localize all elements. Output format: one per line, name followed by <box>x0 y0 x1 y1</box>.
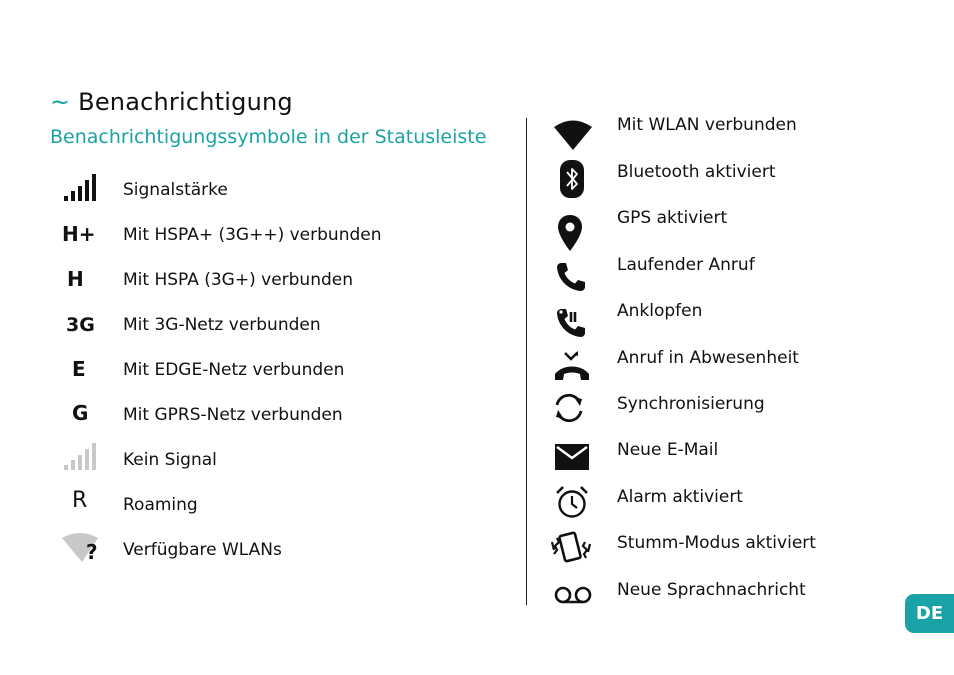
list-item-label: Neue Sprachnachricht <box>617 580 806 600</box>
list-item-label: Neue E-Mail <box>617 440 719 460</box>
3g-icon: 3G <box>66 314 95 336</box>
list-item-gps <box>540 205 920 241</box>
bluetooth-icon <box>558 159 586 199</box>
title-tilde: ~ <box>50 88 71 116</box>
edge-icon: E <box>72 357 86 381</box>
phone-call-icon <box>554 260 588 294</box>
list-item-label: Mit HSPA+ (3G++) verbunden <box>123 225 382 245</box>
alarm-clock-icon <box>554 484 590 520</box>
list-item-3g <box>0 306 520 342</box>
email-icon <box>552 441 592 473</box>
list-item-label: Mit EDGE-Netz verbunden <box>123 360 345 380</box>
list-item-label: Anklopfen <box>617 301 703 321</box>
list-item-voicemail <box>540 577 920 613</box>
list-item-label: Mit GPRS-Netz verbunden <box>123 405 343 425</box>
language-badge: DE <box>905 594 954 633</box>
list-item-signal-strength <box>0 170 520 206</box>
page-title <box>50 86 293 118</box>
list-item-roaming <box>0 486 520 522</box>
list-item-label: Laufender Anruf <box>617 255 755 275</box>
section-subtitle: Benachrichtigungssymbole in der Statusleiste <box>50 126 487 148</box>
list-item-hspa <box>0 261 520 297</box>
list-item-label: Kein Signal <box>123 450 217 470</box>
list-item-label: GPS aktiviert <box>617 208 728 228</box>
list-item-label: Mit HSPA (3G+) verbunden <box>123 270 354 290</box>
list-item-no-signal <box>0 440 520 476</box>
list-item-phone-call <box>540 252 920 288</box>
list-item-label: Stumm-Modus aktiviert <box>617 533 816 553</box>
list-item-label: Synchronisierung <box>617 394 765 414</box>
list-item-label: Roaming <box>123 495 198 515</box>
call-hold-icon <box>554 306 588 340</box>
list-item-hspa-plus <box>0 216 520 252</box>
roaming-icon: R <box>72 488 88 513</box>
column-divider <box>526 118 527 605</box>
sync-icon <box>548 391 590 425</box>
list-item-sync <box>540 391 920 427</box>
voicemail-icon <box>552 581 594 609</box>
wifi-icon <box>552 116 594 152</box>
list-item-label: Mit 3G-Netz verbunden <box>123 315 321 335</box>
list-item-label: Mit WLAN verbunden <box>617 115 797 135</box>
list-item-email <box>540 437 920 473</box>
wifi-available-icon <box>60 530 106 566</box>
list-item-vibrate <box>540 530 920 566</box>
missed-call-icon <box>552 349 592 383</box>
hspa-plus-icon: H+ <box>62 222 96 246</box>
question-mark-glyph: ? <box>86 540 98 564</box>
list-item-label: Bluetooth aktiviert <box>617 162 776 182</box>
list-item-call-hold <box>540 298 920 334</box>
list-item-missed-call <box>540 345 920 381</box>
no-signal-icon <box>60 440 98 472</box>
list-item-wifi <box>540 112 920 148</box>
gprs-icon: G <box>72 401 89 425</box>
list-item-edge <box>0 351 520 387</box>
page-title-text: Benachrichtigung <box>78 88 293 116</box>
list-item-label: Signalstärke <box>123 180 228 200</box>
list-item-label: Alarm aktiviert <box>617 487 743 507</box>
list-item-label: Verfügbare WLANs <box>123 540 282 560</box>
list-item-alarm <box>540 484 920 520</box>
location-pin-icon <box>556 213 584 253</box>
vibrate-icon <box>548 530 594 566</box>
hspa-icon: H <box>67 267 84 291</box>
list-item-gprs <box>0 396 520 432</box>
list-item-wifi-available <box>0 530 520 566</box>
signal-strength-icon <box>60 170 98 204</box>
list-item-bluetooth <box>540 159 920 195</box>
list-item-label: Anruf in Abwesenheit <box>617 348 799 368</box>
